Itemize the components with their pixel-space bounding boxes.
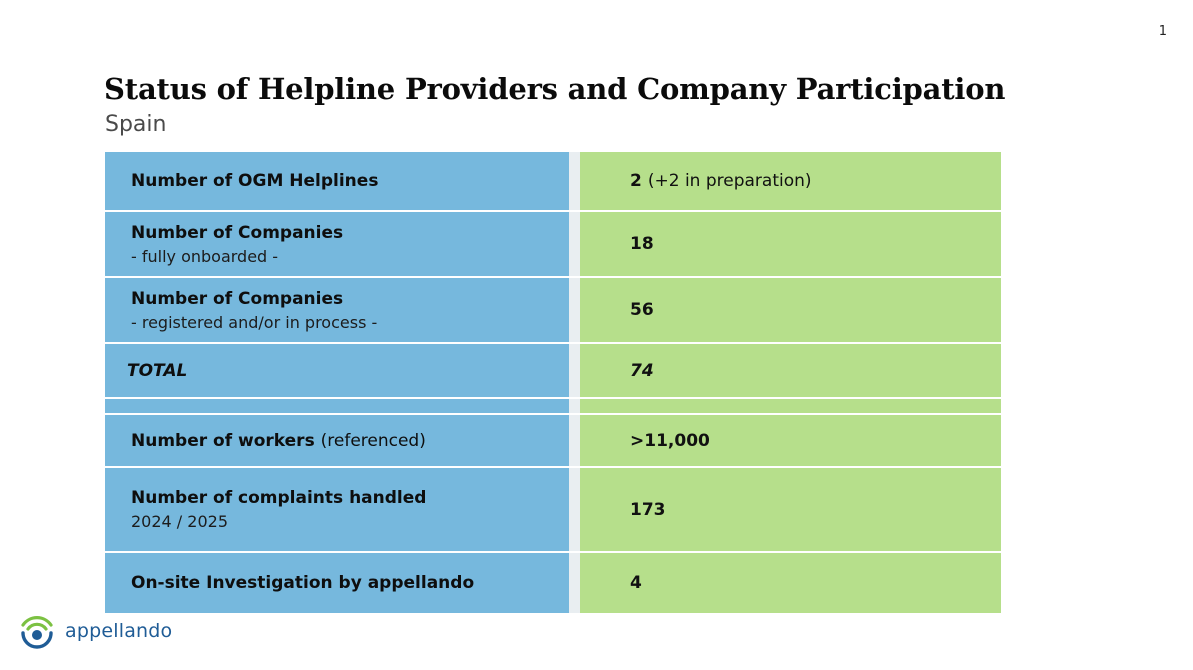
appellando-logo: [18, 612, 172, 650]
row-label-cell: [105, 152, 569, 210]
page-title: Status of Helpline Providers and Company Participation: [104, 72, 1006, 106]
row-label: Number of Companies: [131, 222, 344, 243]
row-value-cell: [580, 152, 1001, 210]
row-value-cell: [580, 212, 1001, 276]
table-row: [105, 278, 1001, 344]
row-value-cell: [580, 415, 1001, 466]
table-spacer-row: [105, 399, 1001, 415]
row-value: 2: [630, 171, 642, 191]
row-sublabel: - fully onboarded -: [131, 246, 279, 266]
page-number: 1: [1158, 24, 1167, 39]
row-label-cell: [105, 344, 569, 397]
table-row: [105, 415, 1001, 468]
column-gap: [569, 278, 580, 342]
column-gap: [569, 152, 580, 210]
row-label-cell: [105, 553, 569, 613]
table-row-total: [105, 344, 1001, 399]
row-value-cell: [580, 468, 1001, 551]
column-gap: [569, 553, 580, 613]
row-label: Number of OGM Helplines: [131, 171, 379, 191]
table-row: [105, 553, 1001, 613]
row-value-cell: [580, 553, 1001, 613]
row-value: 173: [630, 499, 666, 520]
row-label-cell: [105, 278, 569, 342]
row-value: 4: [630, 573, 642, 593]
column-gap: [569, 344, 580, 397]
table-row: [105, 152, 1001, 212]
column-gap: [569, 399, 580, 413]
row-sublabel: 2024 / 2025: [131, 512, 228, 531]
total-label: TOTAL: [127, 360, 188, 381]
row-label: On-site Investigation by appellando: [131, 573, 475, 593]
row-value: 56: [630, 300, 654, 320]
spacer-cell: [105, 399, 569, 413]
page-subtitle: Spain: [105, 112, 167, 137]
table-row: [105, 212, 1001, 278]
spacer-cell: [580, 399, 1001, 413]
column-gap: [569, 415, 580, 466]
status-table: [105, 152, 1001, 613]
column-gap: [569, 468, 580, 551]
appellando-logo-icon: [18, 612, 56, 650]
row-value-cell: [580, 344, 1001, 397]
row-value-cell: [580, 278, 1001, 342]
table-row: [105, 468, 1001, 553]
row-value-note: (+2 in preparation): [647, 171, 812, 191]
row-label-line: [131, 431, 569, 451]
row-label-note: (referenced): [320, 430, 426, 451]
row-label: Number of Companies: [131, 288, 344, 309]
total-value: 74: [630, 360, 654, 381]
row-label: Number of complaints handled: [131, 488, 427, 508]
row-value: >11,000: [630, 430, 710, 451]
row-label-cell: [105, 212, 569, 276]
column-gap: [569, 212, 580, 276]
row-label-cell: [105, 415, 569, 466]
row-label-cell: [105, 468, 569, 551]
row-value: 18: [630, 234, 654, 254]
row-label: Number of workers: [131, 430, 315, 451]
logo-text: appellando: [65, 620, 173, 642]
row-sublabel: - registered and/or in process -: [131, 312, 378, 332]
